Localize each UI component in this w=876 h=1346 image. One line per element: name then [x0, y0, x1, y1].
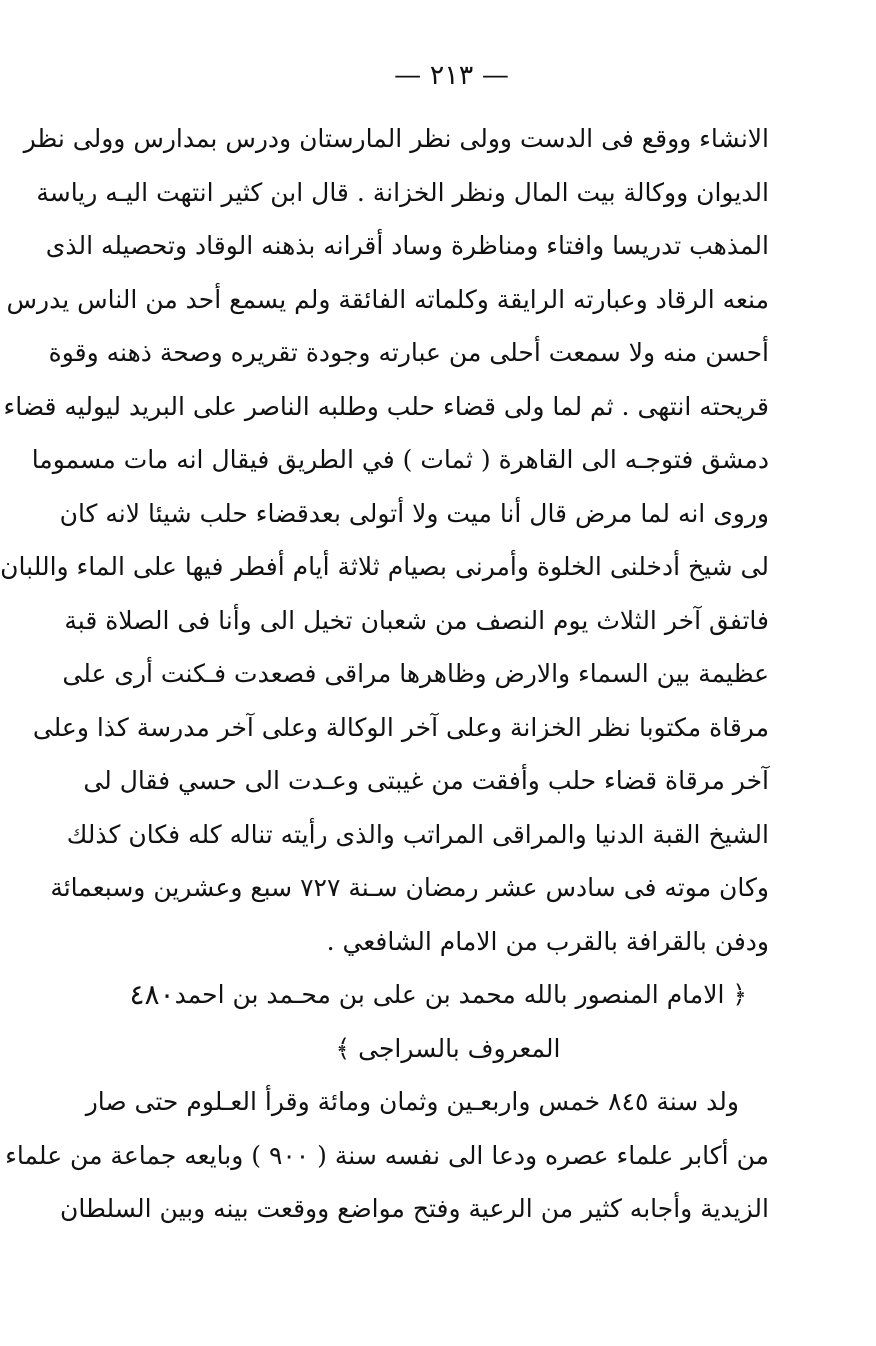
- text-line: الديوان ووكالة بيت المال ونظر الخزانة . قال ابن كثير انتهت اليـه رياسة: [36, 177, 769, 207]
- text-line: الشيخ القبة الدنيا والمراقى المراتب والذى رأيته تناله كله فكان كذلك: [66, 819, 769, 849]
- text-line: وكان موته فى سادس عشر رمضان سـنة ٧٢٧ سبع وعشرين وسبعمائة: [50, 873, 769, 902]
- paragraph-biography-continued: [0, 112, 769, 1236]
- text-line-last: ودفن بالقرافة بالقرب من الامام الشافعي .: [326, 926, 769, 956]
- entry-heading-line1: ﴿ الامام المنصور بالله محمد بن على بن محـمد بن احمد: [174, 980, 747, 1009]
- text-line: فاتفق آخر الثلاث يوم النصف من شعبان تخيل الى وأنا فى الصلاة قبة: [64, 605, 769, 635]
- text-line: دمشق فتوجـه الى القاهرة ( ثمات ) في الطريق فيقال انه مات مسموما: [31, 445, 769, 474]
- text-line: منعه الرقاد وعبارته الرايقة وكلماته الفائقة ولم يسمع أحد من الناس يدرس: [6, 284, 769, 314]
- text-line: آخر مرقاة قضاء حلب وأفقت من غيبتى وعـدت الى حسي فقال لى: [83, 766, 769, 795]
- text-line: قريحته انتهى . ثم لما ولى قضاء حلب وطلبه الناصر على البريد ليوليه قضاء: [3, 391, 769, 421]
- text-line: أحسن منه ولا سمعت أحلى من عبارته وجودة تقريره وصحة ذهنه وقوة: [48, 338, 769, 367]
- text-line: وروى انه لما مرض قال أنا ميت ولا أتولى بعدقضاء حلب شيئا لانه كان: [59, 498, 769, 528]
- entry-number: ٤٨٠: [129, 978, 175, 1011]
- text-line: مرقاة مكتوبا نظر الخزانة وعلى آخر الوكالة وعلى آخر مدرسة كذا وعلى: [32, 712, 769, 742]
- entry-heading-line2: المعروف بالسراجى ﴾: [335, 1033, 561, 1063]
- entry-heading: [127, 968, 769, 1022]
- text-line: ولد سنة ٨٤٥ خمس واربعـين وثمان ومائة وقرأ العـلوم حتى صار: [85, 1087, 739, 1116]
- text-line: المذهب تدريسا وافتاء ومناظرة وساد أقرانه بذهنه الوقاد وتحصيله الذى: [45, 231, 769, 260]
- page-number: — ٢١٣ —: [394, 60, 509, 91]
- text-line: الزيدية وأجابه كثير من الرعية وفتح مواضع ووقعت بينه وبين السلطان: [59, 1194, 769, 1223]
- text-line: الانشاء ووقع فى الدست وولى نظر المارستان ودرس بمدارس وولى نظر: [23, 124, 769, 153]
- text-line: من أكابر علماء عصره ودعا الى نفسه سنة ( ٩٠٠ ) وبايعه جماعة من علماء: [5, 1140, 769, 1170]
- text-line: عظيمة بين السماء والارض وظاهرها مراقى فصعدت فـكنت أرى على: [62, 659, 769, 688]
- text-line: لى شيخ أدخلنى الخلوة وأمرنى بصيام ثلاثة أيام أفطر فيها على الماء واللبان: [0, 552, 769, 581]
